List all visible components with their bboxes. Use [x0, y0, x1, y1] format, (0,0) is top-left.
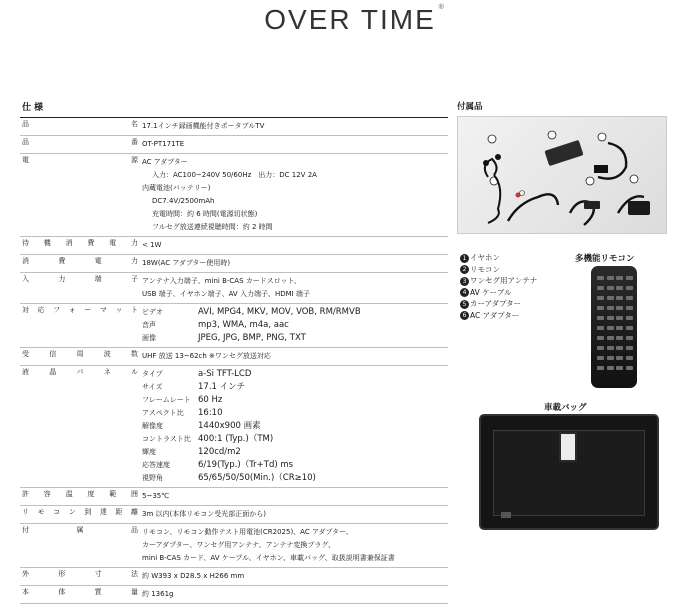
spec-sub-row	[142, 420, 446, 433]
list-item	[460, 252, 570, 264]
registered-mark: ®	[438, 4, 446, 11]
spec-sub-value: 400:1 (Typ.)（TM)	[198, 434, 274, 444]
spec-label	[20, 488, 140, 506]
remote-button-shape	[607, 306, 614, 310]
remote-button-shape	[626, 306, 633, 310]
spec-sub-key: 輝度	[142, 448, 156, 456]
remote-button-shape	[607, 336, 614, 340]
spec-label	[20, 586, 140, 604]
item-number: 5	[460, 300, 469, 309]
table-row	[20, 304, 448, 348]
spec-label	[20, 506, 140, 524]
spec-value-line: 内蔵電池(バッテリー)	[142, 184, 211, 192]
spec-label-text: 外 形 寸 法	[22, 570, 138, 578]
spec-sub-key: 応答速度	[142, 461, 170, 469]
remote-button-shape	[597, 326, 604, 330]
spec-label-text: 品 番	[22, 138, 138, 146]
remote-button-shape	[616, 286, 623, 290]
item-label: AV ケーブル	[470, 287, 512, 297]
spec-label-text: 液 晶 パ ネ ル	[22, 368, 138, 376]
bag-title: 車載バッグ	[544, 403, 587, 413]
spec-value	[140, 586, 448, 604]
spec-section	[20, 100, 448, 604]
bag-handle-slot	[559, 432, 577, 462]
remote-button-shape	[597, 286, 604, 290]
table-row	[20, 586, 448, 604]
table-row	[20, 568, 448, 586]
spec-value-line: 5~35℃	[142, 492, 170, 500]
spec-value-line: 入力：AC100~240V 50/60Hz 出力：DC 12V 2A	[152, 171, 317, 179]
remote-button-shape	[597, 356, 604, 360]
spec-label-text: 本 体 質 量	[22, 588, 138, 596]
spec-value	[140, 366, 448, 488]
spec-label	[20, 255, 140, 273]
table-row	[20, 255, 448, 273]
spec-label	[20, 366, 140, 488]
spec-value	[140, 255, 448, 273]
spec-sub-key: 画像	[142, 334, 156, 342]
spec-value-line: 約 1361g	[142, 590, 174, 598]
spec-value	[140, 136, 448, 154]
item-number: 4	[460, 288, 469, 297]
accessories-title: 付属品	[457, 102, 483, 112]
table-row	[20, 366, 448, 488]
spec-table	[20, 117, 448, 604]
spec-sub-key: 解像度	[142, 422, 163, 430]
item-label: AC アダプター	[470, 310, 520, 320]
spec-value	[140, 118, 448, 136]
table-row	[20, 488, 448, 506]
spec-sub-row	[142, 368, 446, 381]
spec-value-line: DC7.4V/2500mAh	[152, 197, 215, 205]
spec-sub-key: 視野角	[142, 474, 163, 482]
spec-sub-value: AVI, MPG4, MKV, MOV, VOB, RM/RMVB	[198, 307, 361, 317]
table-row	[20, 506, 448, 524]
remote-button-shape	[616, 346, 623, 350]
remote-button-shape	[597, 306, 604, 310]
spec-value-line: カーアダプター、ワンセグ用アンテナ、アンテナ変換プラグ、	[142, 541, 336, 549]
spec-label	[20, 237, 140, 255]
remote-button-shape	[616, 356, 623, 360]
spec-sub-value: a-Si TFT-LCD	[198, 369, 252, 379]
item-number: 1	[460, 254, 469, 263]
item-label: イヤホン	[470, 253, 500, 262]
spec-value-line: アンテナ入力端子、mini B-CAS カードスロット、	[142, 277, 301, 285]
list-item	[460, 310, 570, 322]
spec-sub-key: サイズ	[142, 383, 163, 391]
spec-label-text: 待 機 消 費 電 力	[22, 239, 138, 247]
accessories-photo	[457, 116, 667, 234]
spec-sub-key: ビデオ	[142, 308, 163, 316]
spec-label	[20, 304, 140, 348]
spec-sub-value: 17.1 インチ	[198, 382, 246, 392]
remote-control-image	[591, 266, 637, 388]
spec-label-text: 品 名	[22, 120, 138, 128]
remote-button-shape	[626, 346, 633, 350]
spec-value-line: UHF 放送 13~62ch ※ワンセグ放送対応	[142, 352, 271, 360]
remote-button-shape	[607, 366, 614, 370]
spec-label	[20, 154, 140, 237]
spec-value	[140, 568, 448, 586]
spec-label	[20, 136, 140, 154]
remote-button-shape	[616, 276, 623, 280]
spec-label-text: 電 源	[22, 156, 138, 164]
spec-sub-value: 1440x900 画素	[198, 421, 261, 431]
item-label: リモコン	[470, 264, 500, 274]
remote-button-shape	[626, 356, 633, 360]
spec-sub-value: 120cd/m2	[198, 447, 241, 457]
brand-name: OVER TIME	[264, 4, 436, 35]
remote-button-shape	[626, 276, 633, 280]
remote-button-shape	[616, 336, 623, 340]
remote-button-shape	[597, 276, 604, 280]
spec-sub-value: 6/19(Typ.)（Tr+Td) ms	[198, 460, 294, 470]
spec-sub-row	[142, 306, 446, 319]
spec-label-text: 消 費 電 力	[22, 257, 138, 265]
table-row	[20, 118, 448, 136]
spec-value-line: mini B-CAS カード、AV ケーブル、イヤホン、車載バッグ、取扱説明書兼保証書	[142, 554, 395, 562]
spec-sub-value: mp3, WMA, m4a, aac	[198, 320, 289, 330]
remote-button-shape	[616, 306, 623, 310]
spec-sub-row	[142, 319, 446, 332]
spec-value-line: 18W(AC アダプター使用時)	[142, 259, 231, 267]
spec-label	[20, 348, 140, 366]
remote-title: 多機能リモコン	[575, 254, 635, 264]
table-row	[20, 524, 448, 568]
spec-sub-row	[142, 472, 446, 485]
item-number: 3	[460, 277, 469, 286]
spec-title: 仕様	[22, 103, 47, 113]
remote-button-shape	[626, 316, 633, 320]
remote-button-shape	[607, 356, 614, 360]
spec-value-line: USB 端子、イヤホン端子、AV 入力端子、HDMI 端子	[142, 290, 310, 298]
spec-sub-row	[142, 459, 446, 472]
remote-button-shape	[626, 336, 633, 340]
remote-button-shape	[597, 336, 604, 340]
spec-label-text: 対 応 フ ォ ー マ ッ ト	[22, 306, 138, 314]
spec-value	[140, 273, 448, 304]
spec-sub-key: タイプ	[142, 370, 163, 378]
spec-sub-value: 65/65/50/50(Min.)（CR≥10)	[198, 473, 316, 483]
list-item	[460, 287, 570, 299]
accessories-list	[460, 252, 570, 321]
spec-sub-value: 60 Hz	[198, 395, 223, 405]
item-number: 2	[460, 265, 469, 274]
spec-sub-row	[142, 381, 446, 394]
remote-button-shape	[597, 346, 604, 350]
remote-button-shape	[597, 316, 604, 320]
spec-value	[140, 506, 448, 524]
spec-sub-row	[142, 407, 446, 420]
item-label: カーアダプター	[470, 299, 522, 308]
spec-value-line: AC アダプター	[142, 158, 188, 166]
spec-value-line: フルセグ放送連続視聴時間：約 2 時間	[152, 223, 273, 231]
spec-label	[20, 568, 140, 586]
car-bag-image	[479, 414, 659, 530]
remote-button-shape	[607, 276, 614, 280]
spec-sub-value: JPEG, JPG, BMP, PNG, TXT	[198, 333, 306, 343]
remote-button-shape	[626, 286, 633, 290]
list-item	[460, 275, 570, 287]
item-label: ワンセグ用アンテナ	[470, 276, 538, 285]
spec-sub-key: 音声	[142, 321, 156, 329]
brand-logo	[264, 4, 446, 36]
remote-button-shape	[616, 316, 623, 320]
bag-tag	[501, 512, 511, 518]
spec-sub-row	[142, 332, 446, 345]
spec-label-text: 付 属 品	[22, 526, 138, 534]
spec-label	[20, 524, 140, 568]
remote-button-shape	[626, 326, 633, 330]
table-row	[20, 348, 448, 366]
table-row	[20, 273, 448, 304]
spec-value-line: 17.1インチ録画機能付きポータブルTV	[142, 122, 265, 130]
remote-button-shape	[607, 296, 614, 300]
list-item	[460, 298, 570, 310]
remote-button-shape	[607, 286, 614, 290]
spec-value	[140, 304, 448, 348]
spec-value-line: 3m 以内(本体リモコン受光部正面から)	[142, 510, 266, 518]
spec-value-line: 約 W393 x D28.5 x H266 mm	[142, 572, 245, 580]
remote-button-shape	[616, 296, 623, 300]
spec-sub-key: アスペクト比	[142, 409, 184, 417]
accessories-section	[457, 100, 687, 234]
accessories-illustration	[458, 117, 668, 235]
spec-value-line: OT-PT171TE	[142, 140, 185, 148]
spec-label-text: リ モ コ ン 到 達 距 離	[22, 508, 138, 516]
item-number: 6	[460, 311, 469, 320]
remote-button-shape	[607, 316, 614, 320]
spec-label	[20, 273, 140, 304]
remote-button-shape	[607, 326, 614, 330]
spec-value-line: リモコン、リモコン動作テスト用電池(CR2025)、AC アダプター、	[142, 528, 353, 536]
remote-button-shape	[626, 296, 633, 300]
spec-sub-row	[142, 394, 446, 407]
spec-label-text: 受 信 周 波 数	[22, 350, 138, 358]
list-item	[460, 264, 570, 276]
remote-button-shape	[616, 366, 623, 370]
spec-value	[140, 154, 448, 237]
remote-button-shape	[626, 366, 633, 370]
spec-label-text: 入 力 端 子	[22, 275, 138, 283]
remote-button-shape	[607, 346, 614, 350]
spec-label-text: 許 容 温 度 範 囲	[22, 490, 138, 498]
spec-label	[20, 118, 140, 136]
spec-sub-key: コントラスト比	[142, 435, 191, 443]
spec-value	[140, 488, 448, 506]
spec-sub-row	[142, 433, 446, 446]
spec-sub-row	[142, 446, 446, 459]
spec-value-line: < 1W	[142, 241, 162, 249]
table-row	[20, 136, 448, 154]
spec-value	[140, 524, 448, 568]
spec-value	[140, 348, 448, 366]
remote-button-shape	[616, 326, 623, 330]
table-row	[20, 237, 448, 255]
remote-button-shape	[597, 366, 604, 370]
table-row	[20, 154, 448, 237]
spec-sub-key: フレームレート	[142, 396, 191, 404]
remote-button-shape	[597, 296, 604, 300]
spec-sub-value: 16:10	[198, 408, 223, 418]
spec-value-line: 充電時間：約 6 時間(電源切状態)	[152, 210, 258, 218]
spec-value	[140, 237, 448, 255]
brand-header	[0, 0, 700, 48]
